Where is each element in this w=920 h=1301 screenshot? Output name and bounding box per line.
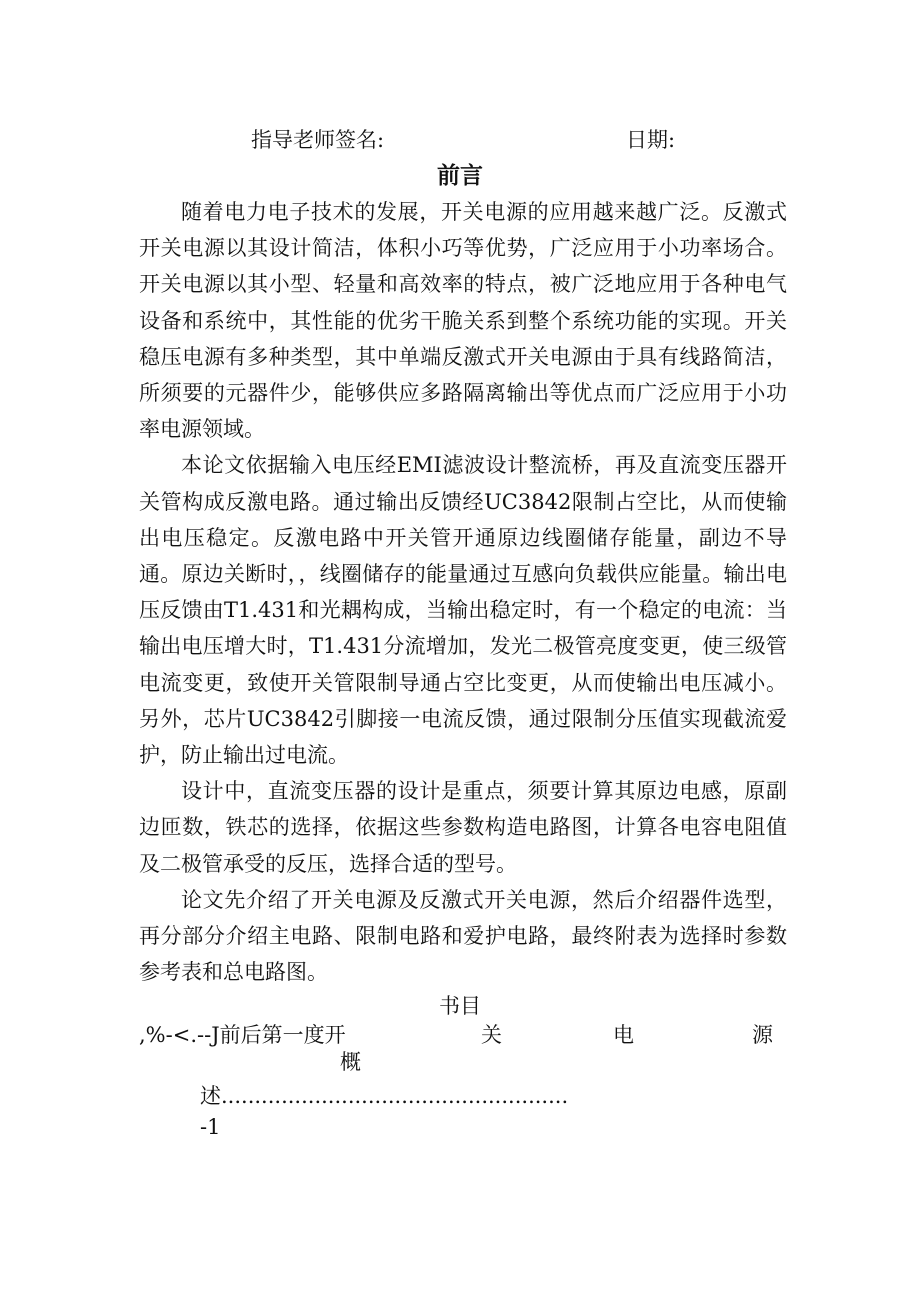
page-title: 前言	[437, 163, 483, 189]
toc-entry-text-b: 关	[481, 1023, 502, 1047]
preface-body	[139, 194, 787, 990]
date-label: 日期:	[626, 128, 676, 152]
toc-entry-text-d: 源	[752, 1023, 773, 1047]
toc-entry-text-a: ,%-<.--J前后第一度开	[139, 1023, 346, 1047]
toc-entry-text-c: 电	[613, 1023, 634, 1047]
paragraph-4: 论文先介绍了开关电源及反激式开关电源，然后介绍器件选型，再分部分介绍主电路、限制电路和爱护电路，最终附表为选择时参数参考表和总电路图。	[139, 887, 787, 985]
toc-entry-page-number: -1	[200, 1115, 221, 1139]
advisor-signature-label: 指导老师签名:	[251, 128, 385, 152]
toc-entry-leader: 述....................................................	[200, 1084, 569, 1108]
paragraph-2: 本论文依据输入电压经EMI滤波设计整流桥，再及直流变压器开关管构成反激电路。通过输出反馈经UC3842限制占空比，从而使输出电压稳定。反激电路中开关管开通原边线圈储存能量，副边不导通。原边关断时，，线圈储存的能量通过互感向负载供应能量。输出电压反馈由T1.431和光耦构成，当输出稳定时，有一个稳定的电流：当输出电压增大时，T1.431分流增加，发光二极管亮度变更，使三级管电流变更，致使开关管限制导通占空比变更，从而使输出电压减小。另外，芯片UC3842引脚接一电流反馈，通过限制分压值实现截流爱护，防止输出过电流。	[139, 453, 787, 768]
toc-entry-text-e: 概	[340, 1050, 361, 1074]
paragraph-3: 设计中，直流变压器的设计是重点，须要计算其原边电感，原副边匝数，铁芯的选择，依据这些参数构造电路图，计算各电容电阻值及二极管承受的反压，选择合适的型号。	[139, 779, 787, 876]
paragraph-1: 随着电力电子技术的发展，开关电源的应用越来越广泛。反激式开关电源以其设计简洁，体积小巧等优势，广泛应用于小功率场合。开关电源以其小型、轻量和高效率的特点，被广泛地应用于各种电气设备和系统中，其性能的优劣干脆关系到整个系统功能的实现。开关稳压电源有多种类型，其中单端反激式开关电源由于具有线路简洁，所须要的元器件少，能够供应多路隔离输出等优点而广泛应用于小功率电源领域。	[139, 200, 787, 442]
toc-title: 书目	[439, 994, 481, 1018]
